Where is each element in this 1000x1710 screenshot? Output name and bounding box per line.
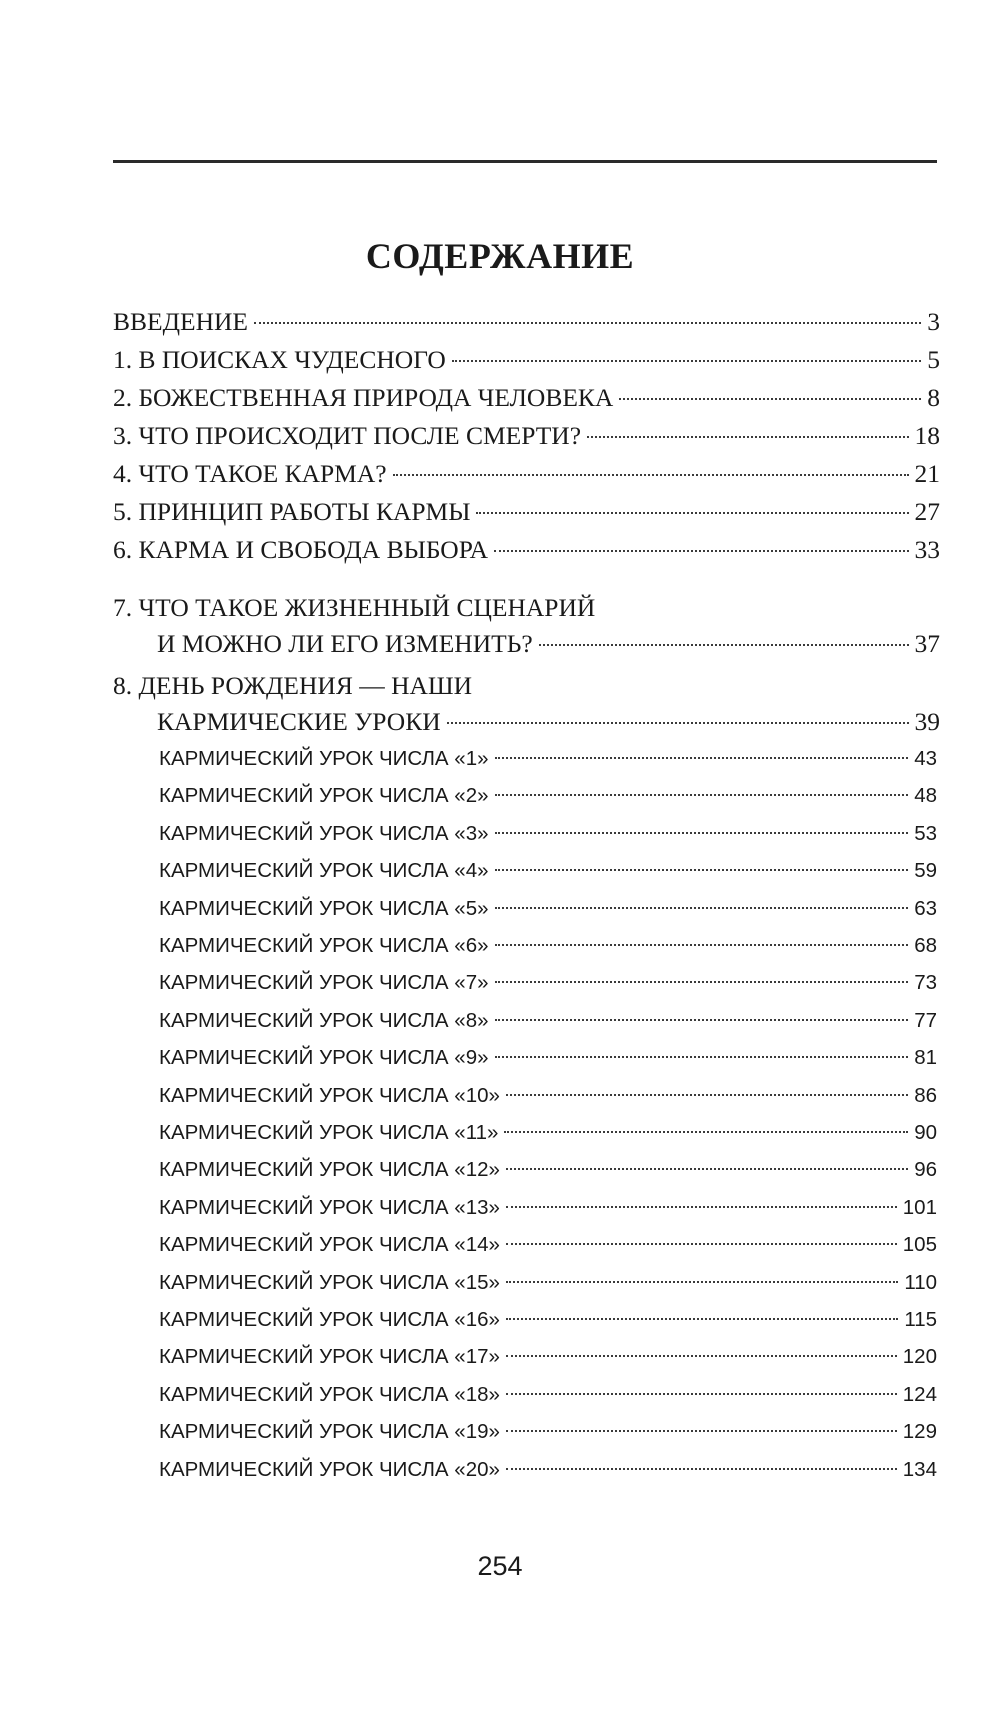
toc-entry-lesson[interactable]: [113, 1342, 940, 1372]
dot-leader: [495, 794, 909, 796]
toc-entry-label: КАРМИЧЕСКИЙ УРОК ЧИСЛА «13»: [159, 1195, 500, 1219]
toc-entry-label: 6. КАРМА И СВОБОДА ВЫБОРА: [113, 535, 489, 564]
dot-leader: [495, 1019, 909, 1021]
toc-entry-page: 124: [902, 1382, 937, 1406]
toc-entry-label: КАРМИЧЕСКИЙ УРОК ЧИСЛА «5»: [159, 896, 489, 920]
toc-entry-chapter-7[interactable]: [113, 590, 940, 662]
dot-leader: [506, 1206, 897, 1208]
toc-entry-page: 39: [914, 707, 940, 736]
dot-leader: [495, 981, 909, 983]
toc-entry-lesson[interactable]: [113, 931, 940, 961]
dot-leader: [506, 1318, 898, 1320]
table-of-contents: [113, 0, 940, 1710]
toc-entry-page: 105: [902, 1233, 937, 1257]
toc-entry-label: КАРМИЧЕСКИЙ УРОК ЧИСЛА «7»: [159, 971, 489, 995]
toc-entry-label: КАРМИЧЕСКИЙ УРОК ЧИСЛА «4»: [159, 859, 489, 883]
toc-title: СОДЕРЖАНИЕ: [365, 236, 635, 276]
toc-entry-lesson[interactable]: [113, 1006, 940, 1036]
toc-entry-page: 21: [914, 459, 940, 488]
toc-entry-lesson[interactable]: [113, 1455, 940, 1485]
toc-entry-page: 73: [914, 971, 937, 995]
toc-entry-page: 33: [914, 535, 940, 564]
toc-entry-label: КАРМИЧЕСКИЙ УРОК ЧИСЛА «10»: [159, 1083, 500, 1107]
toc-entry-page: 96: [914, 1158, 937, 1182]
toc-entry-label: КАРМИЧЕСКИЙ УРОК ЧИСЛА «18»: [159, 1382, 500, 1406]
dot-leader: [495, 944, 909, 946]
toc-entry-label: 5. ПРИНЦИП РАБОТЫ КАРМЫ: [113, 497, 471, 526]
dot-leader: [619, 398, 921, 400]
toc-entry-page: 8: [927, 383, 940, 412]
toc-entry-label: КАРМИЧЕСКИЙ УРОК ЧИСЛА «3»: [159, 821, 489, 845]
dot-leader: [495, 757, 909, 759]
toc-entry-page: 48: [914, 784, 937, 808]
dot-leader: [506, 1430, 897, 1432]
dot-leader: [495, 869, 909, 871]
dot-leader: [495, 907, 909, 909]
dot-leader: [495, 1056, 909, 1058]
toc-entry-chapter-2[interactable]: [113, 380, 940, 416]
toc-entry-lesson[interactable]: [113, 781, 940, 811]
toc-entry-label: КАРМИЧЕСКИЙ УРОК ЧИСЛА «2»: [159, 784, 489, 808]
toc-entry-label: КАРМИЧЕСКИЙ УРОК ЧИСЛА «16»: [159, 1308, 500, 1331]
toc-entry-label: 3. ЧТО ПРОИСХОДИТ ПОСЛЕ СМЕРТИ?: [113, 421, 582, 450]
toc-entry-label: КАРМИЧЕСКИЙ УРОК ЧИСЛА «11»: [159, 1121, 499, 1144]
toc-entry-page: 86: [914, 1083, 937, 1107]
toc-entry-label: ВВЕДЕНИЕ: [113, 307, 248, 336]
toc-entry-chapter-5[interactable]: [113, 494, 940, 530]
dot-leader: [587, 436, 908, 438]
toc-entry-page: 110: [904, 1270, 937, 1294]
dot-leader: [506, 1393, 897, 1395]
toc-entry-lesson[interactable]: [113, 1380, 940, 1410]
toc-entry-page: 90: [914, 1121, 937, 1144]
toc-entry-chapter-3[interactable]: [113, 418, 940, 454]
dot-leader: [452, 360, 922, 362]
toc-entry-page: 68: [914, 934, 937, 957]
toc-entry-lesson[interactable]: [113, 819, 940, 849]
toc-entry-lesson[interactable]: [113, 1268, 940, 1298]
toc-entry-chapter-1[interactable]: [113, 342, 940, 378]
toc-entry-lesson[interactable]: [113, 1305, 940, 1335]
toc-entry-lesson[interactable]: [113, 744, 940, 774]
toc-entry-page: 3: [927, 307, 940, 336]
dot-leader: [393, 474, 909, 476]
toc-entry-page: 77: [914, 1008, 937, 1032]
toc-entry-label: 1. В ПОИСКАХ ЧУДЕСНОГО: [113, 345, 446, 374]
toc-entry-label: 2. БОЖЕСТВЕННАЯ ПРИРОДА ЧЕЛОВЕКА: [113, 383, 614, 412]
toc-entry-lesson[interactable]: [113, 1155, 940, 1185]
toc-entry-label: КАРМИЧЕСКИЙ УРОК ЧИСЛА «14»: [159, 1233, 500, 1257]
toc-entry-page: 120: [902, 1345, 937, 1369]
toc-entry-page: 5: [927, 345, 940, 374]
toc-entry-label: КАРМИЧЕСКИЙ УРОК ЧИСЛА «9»: [159, 1046, 489, 1070]
toc-entry-label: КАРМИЧЕСКИЙ УРОК ЧИСЛА «19»: [159, 1420, 500, 1444]
toc-entry-label-line-1: 8. ДЕНЬ РОЖДЕНИЯ — НАШИ: [113, 671, 473, 700]
page-number: 254: [477, 1551, 523, 1581]
dot-leader: [506, 1094, 908, 1096]
toc-entry-page: 129: [902, 1420, 937, 1444]
dot-leader: [494, 550, 908, 552]
dot-leader: [506, 1281, 898, 1283]
toc-entry-label: КАРМИЧЕСКИЙ УРОК ЧИСЛА «12»: [159, 1158, 500, 1182]
toc-entry-label-line-1: 7. ЧТО ТАКОЕ ЖИЗНЕННЫЙ СЦЕНАРИЙ: [113, 593, 596, 622]
dot-leader: [506, 1243, 897, 1245]
toc-entry-label: КАРМИЧЕСКИЙ УРОК ЧИСЛА «6»: [159, 934, 489, 957]
toc-entry-lesson[interactable]: [113, 1230, 940, 1260]
toc-entry-lesson[interactable]: [113, 1193, 940, 1223]
toc-entry-page: 101: [902, 1195, 937, 1219]
toc-entry-page: 43: [914, 747, 937, 770]
toc-entry-label: И МОЖНО ЛИ ЕГО ИЗМЕНИТЬ?: [157, 629, 533, 658]
toc-entry-label: КАРМИЧЕСКИЙ УРОК ЧИСЛА «17»: [159, 1345, 500, 1369]
dot-leader: [506, 1355, 897, 1357]
dot-leader: [506, 1468, 897, 1470]
dot-leader: [506, 1168, 908, 1170]
toc-entry-lesson[interactable]: [113, 1081, 940, 1111]
toc-entry-page: 115: [904, 1308, 937, 1331]
toc-entry-page: 134: [902, 1457, 937, 1481]
toc-entry-label: КАРМИЧЕСКИЕ УРОКИ: [157, 707, 441, 736]
toc-entry-chapter-6[interactable]: [113, 532, 940, 568]
dot-leader: [254, 322, 921, 324]
dot-leader: [447, 722, 909, 724]
toc-entry-chapter-4[interactable]: [113, 456, 940, 492]
toc-entry-page: 53: [914, 821, 937, 845]
toc-entry-label: КАРМИЧЕСКИЙ УРОК ЧИСЛА «1»: [159, 747, 489, 770]
toc-entry-lesson[interactable]: [113, 856, 940, 886]
toc-entry-lesson[interactable]: [113, 968, 940, 998]
toc-entry-lesson[interactable]: [113, 1043, 940, 1073]
toc-entry-page: 37: [914, 629, 940, 658]
dot-leader: [495, 832, 909, 834]
toc-entry-page: 81: [914, 1046, 937, 1070]
dot-leader: [539, 644, 909, 646]
toc-entry-chapter-8[interactable]: [113, 668, 940, 740]
toc-entry-label: КАРМИЧЕСКИЙ УРОК ЧИСЛА «8»: [159, 1008, 489, 1032]
toc-entry-page: 59: [914, 859, 937, 883]
toc-entry-label: 4. ЧТО ТАКОЕ КАРМА?: [113, 459, 387, 488]
toc-entry-page: 63: [914, 896, 937, 920]
dot-leader: [504, 1131, 908, 1133]
toc-entry-label: КАРМИЧЕСКИЙ УРОК ЧИСЛА «15»: [159, 1270, 500, 1294]
dot-leader: [476, 512, 908, 514]
toc-entry-lesson[interactable]: [113, 894, 940, 924]
toc-entry-introduction[interactable]: [113, 304, 940, 340]
toc-entry-lesson[interactable]: [113, 1417, 940, 1447]
toc-entry-page: 18: [914, 421, 940, 450]
toc-entry-lesson[interactable]: [113, 1118, 940, 1148]
toc-entry-page: 27: [914, 497, 940, 526]
toc-entry-label: КАРМИЧЕСКИЙ УРОК ЧИСЛА «20»: [159, 1457, 500, 1481]
